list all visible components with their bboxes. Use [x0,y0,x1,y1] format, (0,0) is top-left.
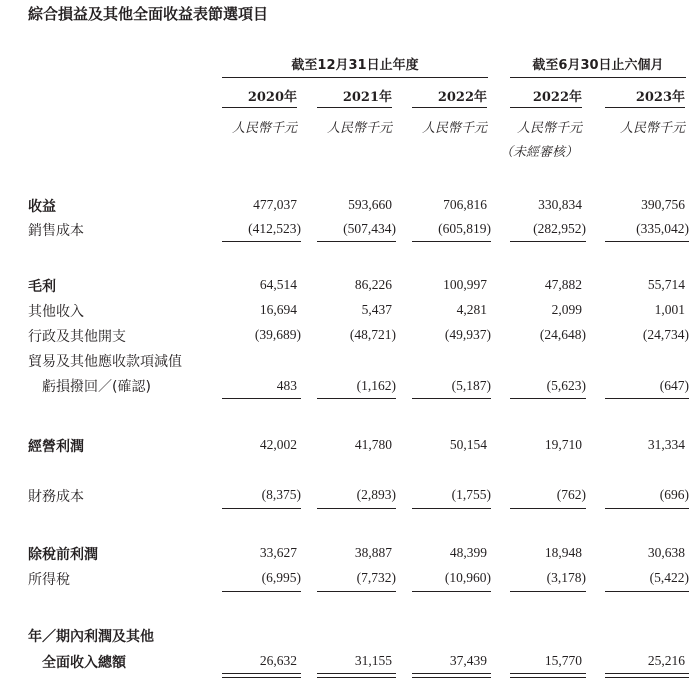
subtotal-rule [317,508,396,509]
unit-2022-interim: 人民幣千元 [516,121,582,136]
unit-2022: 人民幣千元 [421,121,487,136]
subtotal-rule [317,591,396,592]
total-double-rule [605,673,689,678]
cell-revenue-2023: 390,756 [641,197,685,212]
column-rule-2022 [412,107,487,108]
cell-total-income-2021: 31,155 [354,653,392,668]
group-header-interim: 截至6月30日止六個月 [532,58,664,73]
cell-impairment-2023: (647) [659,378,689,393]
cell-revenue-2020: 477,037 [253,197,297,212]
cell-income-tax-2020: (6,995) [261,570,301,585]
subtotal-rule [222,508,301,509]
cell-other-income-2022-interim: 2,099 [551,302,582,317]
cell-finance-costs-2023: (696) [659,487,689,502]
subtotal-rule [510,591,586,592]
subtotal-rule [222,398,301,399]
cell-profit-before-tax-2022-interim: 18,948 [544,545,582,560]
cell-cost-of-sales-2022-interim: (282,952) [533,221,586,236]
subtotal-rule [605,398,689,399]
row-label-impairment: 貿易及其他應收款項減值 [28,354,182,370]
cell-impairment-2022: (5,187) [451,378,491,393]
column-header-2022-interim: 2022年 [532,90,582,105]
row-label-operating-profit: 經營利潤 [28,439,84,455]
cell-gross-profit-2022-interim: 47,882 [544,277,582,292]
cell-finance-costs-2020: (8,375) [261,487,301,502]
row-label-finance-costs: 財務成本 [28,489,84,505]
subtotal-rule [317,398,396,399]
cell-revenue-2022-interim: 330,834 [538,197,582,212]
subtotal-rule [510,508,586,509]
row-label-admin-expenses: 行政及其他開支 [28,329,126,345]
subtotal-rule [605,241,689,242]
cell-gross-profit-2020: 64,514 [259,277,297,292]
subtotal-rule [605,508,689,509]
cell-operating-profit-2020: 42,002 [259,437,297,452]
group-header-annual: 截至12月31日止年度 [291,58,419,73]
row-label-total-comprehensive-income: 年／期內利潤及其他 [28,629,154,645]
cell-other-income-2020: 16,694 [259,302,297,317]
cell-impairment-2020: 483 [276,378,297,393]
cell-finance-costs-2021: (2,893) [356,487,396,502]
cell-admin-expenses-2023: (24,734) [642,327,689,342]
row-label-other-income: 其他收入 [28,304,84,320]
total-double-rule [317,673,396,678]
cell-income-tax-2022: (10,960) [444,570,491,585]
subtotal-rule [510,398,586,399]
unit-2021: 人民幣千元 [326,121,392,136]
subtotal-rule [222,241,301,242]
subtotal-rule [412,508,491,509]
cell-income-tax-2022-interim: (3,178) [546,570,586,585]
column-rule-2020 [222,107,297,108]
cell-cost-of-sales-2021: (507,434) [343,221,396,236]
cell-profit-before-tax-2020: 33,627 [259,545,297,560]
row-label-total-comprehensive-income-cont: 全面收入總額 [42,655,126,671]
unaudited-note: （未經審核） [499,145,578,160]
cell-finance-costs-2022: (1,755) [451,487,491,502]
cell-total-income-2020: 26,632 [259,653,297,668]
subtotal-rule [412,398,491,399]
cell-other-income-2021: 5,437 [361,302,392,317]
cell-finance-costs-2022-interim: (762) [556,487,586,502]
cell-admin-expenses-2022-interim: (24,648) [539,327,586,342]
cell-operating-profit-2022-interim: 19,710 [544,437,582,452]
subtotal-rule [510,241,586,242]
cell-cost-of-sales-2020: (412,523) [248,221,301,236]
column-rule-2021 [317,107,392,108]
cell-admin-expenses-2020: (39,689) [254,327,301,342]
subtotal-rule [605,591,689,592]
row-label-cost-of-sales: 銷售成本 [28,223,84,239]
total-double-rule [510,673,586,678]
cell-gross-profit-2021: 86,226 [354,277,392,292]
cell-total-income-2023: 25,216 [647,653,685,668]
column-header-2021: 2021年 [342,90,392,105]
column-header-2020: 2020年 [247,90,297,105]
cell-income-tax-2023: (5,422) [649,570,689,585]
row-label-gross-profit: 毛利 [28,279,56,295]
cell-impairment-2021: (1,162) [356,378,396,393]
row-label-impairment-cont: 虧損撥回／(確認) [42,379,151,395]
cell-revenue-2021: 593,660 [348,197,392,212]
subtotal-rule [222,591,301,592]
column-rule-2022-interim [510,107,582,108]
cell-impairment-2022-interim: (5,623) [546,378,586,393]
unit-2020: 人民幣千元 [231,121,297,136]
cell-operating-profit-2022: 50,154 [449,437,487,452]
cell-gross-profit-2023: 55,714 [647,277,685,292]
cell-admin-expenses-2022: (49,937) [444,327,491,342]
cell-admin-expenses-2021: (48,721) [349,327,396,342]
total-double-rule [412,673,491,678]
total-double-rule [222,673,301,678]
column-header-2023: 2023年 [635,90,685,105]
row-label-revenue: 收益 [28,199,56,215]
cell-profit-before-tax-2023: 30,638 [647,545,685,560]
cell-other-income-2023: 1,001 [654,302,685,317]
subtotal-rule [412,241,491,242]
group-rule-annual [222,77,488,78]
row-label-income-tax: 所得稅 [28,572,70,588]
row-label-profit-before-tax: 除稅前利潤 [28,547,98,563]
page-title: 綜合損益及其他全面收益表節選項目 [28,5,269,23]
cell-gross-profit-2022: 100,997 [443,277,487,292]
cell-other-income-2022: 4,281 [456,302,487,317]
unit-2023: 人民幣千元 [619,121,685,136]
cell-total-income-2022: 37,439 [449,653,487,668]
cell-operating-profit-2021: 41,780 [354,437,392,452]
cell-profit-before-tax-2022: 48,399 [449,545,487,560]
cell-cost-of-sales-2023: (335,042) [636,221,689,236]
cell-revenue-2022: 706,816 [443,197,487,212]
cell-income-tax-2021: (7,732) [356,570,396,585]
column-header-2022: 2022年 [437,90,487,105]
subtotal-rule [412,591,491,592]
subtotal-rule [317,241,396,242]
group-rule-interim [510,77,686,78]
cell-operating-profit-2023: 31,334 [647,437,685,452]
cell-cost-of-sales-2022: (605,819) [438,221,491,236]
column-rule-2023 [605,107,685,108]
cell-total-income-2022-interim: 15,770 [544,653,582,668]
cell-profit-before-tax-2021: 38,887 [354,545,392,560]
